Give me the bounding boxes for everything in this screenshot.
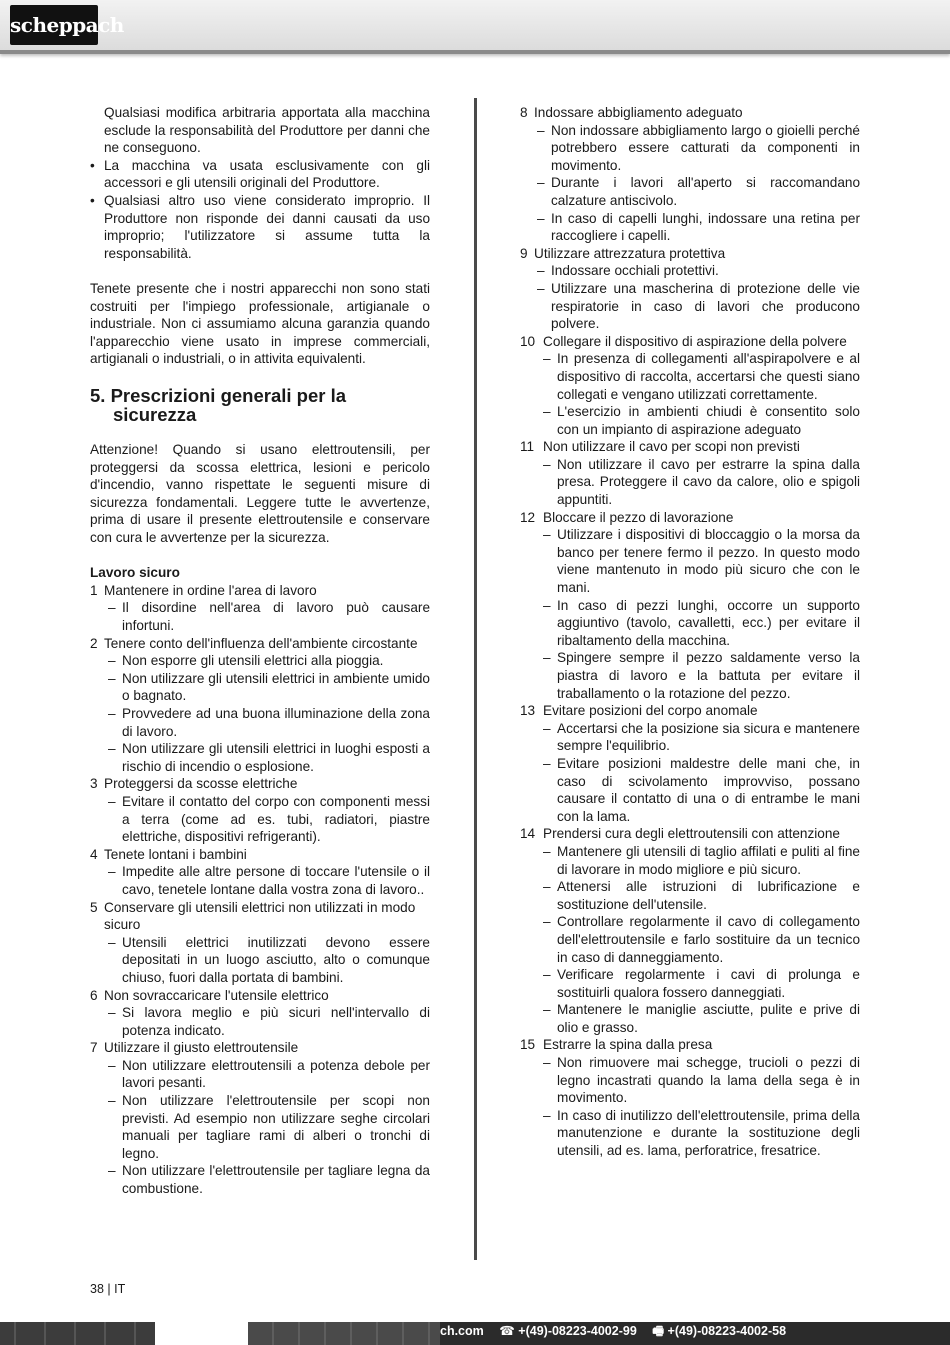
rule-point: – Non utilizzare il cavo per estrarre la spina dalla presa. Proteggere il cavo da calore, olio e spigoli appuntiti. [543, 456, 860, 508]
rule-point: – Utilizzare i dispositivi di bloccaggio o la morsa da banco per tenere fermo il pezzo. In questo modo viene mantenuto in modo più sicuro che con le mani. [543, 527, 860, 596]
footer-bar [0, 1322, 950, 1345]
fax-number: 🖷 +(49)-08223-4002-58 [652, 1324, 787, 1338]
rule-heading: 15 Estrarre la spina dalla presa [520, 1037, 713, 1053]
bullet-item: • Qualsiasi altro uso viene considerato improprio. Il Produttore non risponde dei danni causati da uso improprio; l'utilizzatore si assume tutta la responsabilità. [90, 192, 430, 261]
right-column [520, 104, 860, 1160]
rule-heading: 11 Non utilizzare il cavo per scopi non previsti [520, 439, 800, 455]
rule-point: – Non utilizzare l'elettroutensile per scopi non previsti. Ad esempio non utilizzare seghe circolari manuali per tagliare rami di alberi o tronchi di legno. [108, 1093, 430, 1161]
website-link[interactable]: ch.com [440, 1324, 484, 1338]
rule-point: – Si lavora meglio e più sicuri nell'intervallo di potenza indicato. [108, 1005, 430, 1038]
rule-point: – Non indossare abbigliamento largo o gioielli perché potrebbero essere catturati da componenti in movimento. [537, 122, 860, 173]
rule-point: – In presenza di collegamenti all'aspirapolvere e al dispositivo di raccolta, accertarsi che questi siano collegati e vengano utilizzati correttamente. [543, 351, 860, 402]
subheading: Lavoro sicuro [90, 565, 180, 581]
rule-point: – Non rimuovere mai schegge, trucioli o pezzi di legno incastrati quando la lama della sega è in movimento. [543, 1055, 860, 1106]
brand-logo: scheppach [10, 5, 98, 45]
rule-heading: 14 Prendersi cura degli elettroutensili con attenzione [520, 826, 840, 842]
rule-point: – Controllare regolarmente il cavo di collegamento dell'elettroutensile e farlo sostituire da un tecnico in caso di danneggiamento. [543, 914, 860, 965]
rule-point: – In caso di capelli lunghi, indossare una retina per raccogliere i capelli. [537, 210, 860, 244]
rule-point: – Non utilizzare l'elettroutensile per tagliare legna da combustione. [108, 1163, 430, 1197]
rule-point: – Attenersi alle istruzioni di lubrificazione e sostituzione dell'utensile. [543, 879, 860, 912]
rule-point: – Indossare occhiali protettivi. [537, 263, 719, 279]
rule-heading: 12 Bloccare il pezzo di lavorazione [520, 509, 734, 525]
rule-point: – L'esercizio in ambienti chiudi è consentito solo con un impianto di aspirazione adeguato [543, 404, 860, 437]
rule-heading: 8 Indossare abbigliamento adeguato [520, 105, 743, 120]
rule-point: – Provvedere ad una buona illuminazione della zona di lavoro. [108, 706, 430, 739]
rule-point: – In caso di pezzi lunghi, occorre un supporto aggiuntivo (tavolo, cavalletti, ecc.) per evitare il ribaltamento della macchina. [543, 597, 860, 648]
column-divider [474, 98, 477, 1260]
rule-point: – Non utilizzare elettroutensili a potenza debole per lavori pesanti. [108, 1057, 430, 1091]
rule-heading: 1 Mantenere in ordine l'area di lavoro [90, 582, 317, 598]
rule-point: – Verificare regolarmente i cavi di prolunga e sostituirli qualora fossero danneggiati. [543, 967, 860, 1000]
rule-heading: 7 Utilizzare il giusto elettroutensile [90, 1040, 299, 1056]
page-number: 38 | IT [90, 1282, 126, 1296]
attention-paragraph: Attenzione! Quando si usano elettroutensili, per proteggersi da scossa elettrica, lesioni e pericolo d'incendio, vanno rispettate le seguenti misure di sicurezza fondamentali. Leggere tutte le avvertenze, prima di usare il presente elettroutensile e conservare con cura le avvertenze per la sicurezza. [90, 442, 430, 546]
rule-point: – Utilizzare una mascherina di protezione delle vie respiratorie in caso di lavori che producono polvere. [537, 280, 860, 332]
rule-heading: 9 Utilizzare attrezzatura protettiva [520, 245, 726, 261]
rule-heading: 6 Non sovraccaricare l'utensile elettrico [90, 987, 329, 1003]
rule-point: – Non esporre gli utensili elettrici alla pioggia. [108, 653, 384, 669]
disclaimer-paragraph: Tenete presente che i nostri apparecchi non sono stati costruiti per l'impiego professionale, artigianale o industriale. Non ci assumiamo alcuna garanzia quando l'apparecchio viene usato in imprese commerciali, artigianali o industriali, o in attivita equivalenti. [90, 280, 430, 367]
rule-point: – Accertarsi che la posizione sia sicura e mantenere sempre l'equilibrio. [543, 720, 860, 754]
rule-point: – Mantenere le maniglie asciutte, pulite e prive di olio e grasso. [543, 1002, 860, 1035]
rule-heading: 2 Tenere conto dell'influenza dell'ambiente circostante [90, 635, 418, 651]
bullet-item: • La macchina va usata esclusivamente con gli accessori e gli utensili originali del Produttore. [90, 157, 430, 191]
rule-heading: 4 Tenete lontani i bambini [90, 846, 247, 862]
rule-heading: 13 Evitare posizioni del corpo anomale [520, 703, 758, 719]
rule-point: – Non utilizzare gli utensili elettrici in luoghi esposti a rischio di incendio o esplosione. [108, 741, 430, 774]
section-title: 5. Prescrizioni generali per la sicurezza [90, 384, 347, 425]
rule-point: – Spingere sempre il pezzo saldamente verso la piastra di lavoro e la battuta per evitare il traballamento o la rotazione del pezzo. [543, 650, 860, 701]
rule-point: – Durante i lavori all'aperto si raccomandano calzature antiscivolo. [537, 175, 860, 208]
rule-heading: 10 Collegare il dispositivo di aspirazione della polvere [520, 333, 847, 349]
rule-heading: 3 Proteggersi da scosse elettriche [90, 776, 298, 792]
rule-point: – Impedite alle altre persone di toccare l'utensile o il cavo, tenetele lontane dalla vostra zona di lavoro.. [108, 864, 430, 897]
page-header [0, 0, 950, 54]
rule-point: – Evitare il contatto del corpo con componenti messi a terra (come ad es. tubi, radiatori, piastre elettriche, dispositivi refrigeranti). [108, 793, 430, 845]
rule-point: – Utensili elettrici inutilizzati devono essere depositati in un luogo asciutto, alto o comunque chiuso, fuori dalla portata di bambini. [108, 934, 430, 985]
rule-point: – Non utilizzare gli utensili elettrici in ambiente umido o bagnato. [108, 670, 430, 704]
contact-info [440, 1322, 798, 1345]
left-column [90, 104, 430, 1198]
phone-number: ☎ +(49)-08223-4002-99 [499, 1324, 637, 1338]
intro-text: Qualsiasi modifica arbitraria apportata alla macchina esclude la responsabilità del Produttore per danni che ne conseguono. [104, 105, 430, 156]
rule-heading: 5 Conservare gli utensili elettrici non utilizzati in modo sicuro [90, 899, 416, 933]
rule-point: – Evitare posizioni maldestre delle mani che, in caso di scivolamento improvviso, possano causare il contatto di una o di entrambe le mani con la lama. [543, 755, 860, 824]
rule-point: – Mantenere gli utensili di taglio affilati e puliti al fine di lavorare in modo migliore e più sicuro. [543, 843, 860, 877]
rule-point: – In caso di inutilizzo dell'elettroutensile, prima della manutenzione e durante la sostituzione degli utensili, ad es. lama, perforatrice, fresatrice. [543, 1107, 860, 1159]
rule-list [520, 104, 860, 1160]
rule-list [90, 582, 430, 1198]
rule-point: – Il disordine nell'area di lavoro può causare infortuni. [108, 600, 430, 634]
